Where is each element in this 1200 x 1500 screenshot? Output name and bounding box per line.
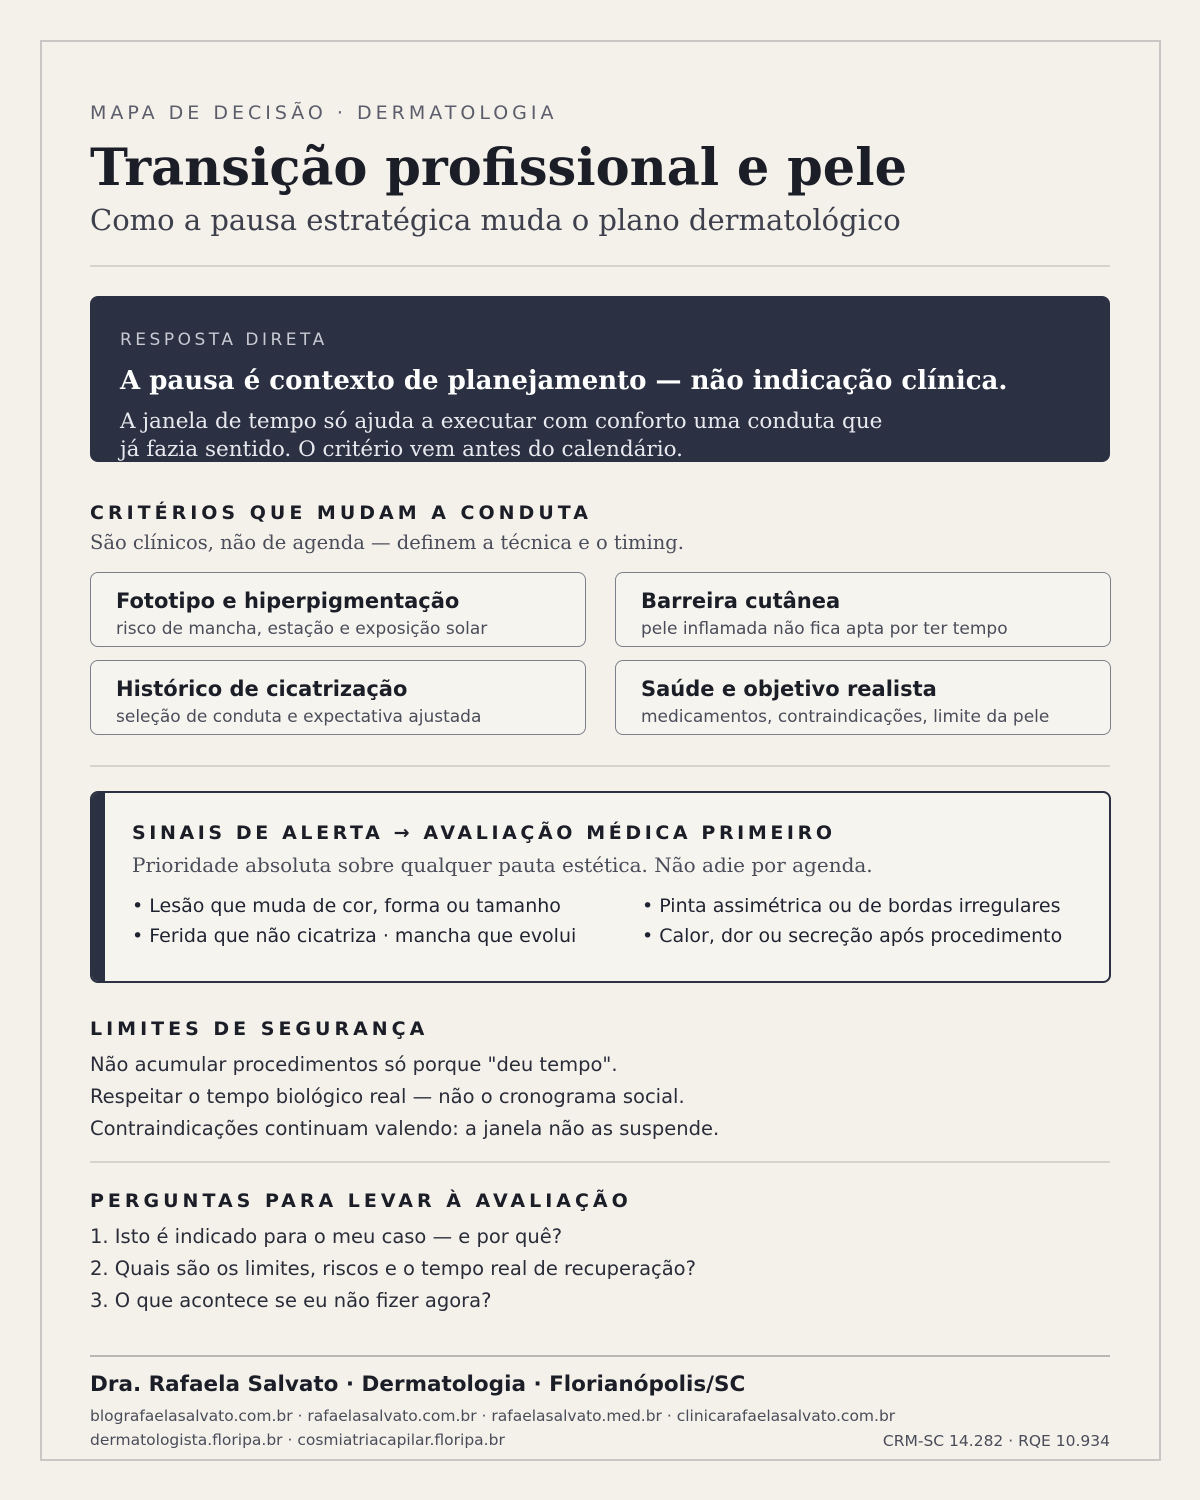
limits-line: Contraindicações continuam valendo: a janela não as suspende. bbox=[90, 1117, 720, 1140]
question-item: 2. Quais são os limites, riscos e o tempo real de recuperação? bbox=[90, 1257, 696, 1280]
website-links: dermatologista.floripa.br · cosmiatriacapilar.floripa.br bbox=[90, 1431, 505, 1449]
alert-subheading: Prioridade absoluta sobre qualquer pauta estética. Não adie por agenda. bbox=[132, 853, 873, 877]
criteria-card bbox=[615, 572, 1111, 647]
warning-signs-box bbox=[90, 791, 1111, 983]
criteria-card-title: Histórico de cicatrização bbox=[116, 677, 408, 701]
criteria-card-desc: risco de mancha, estação e exposição solar bbox=[116, 619, 488, 639]
criteria-card bbox=[615, 660, 1111, 735]
alert-item: • Ferida que não cicatriza · mancha que evolui bbox=[132, 925, 577, 947]
answer-headline: A pausa é contexto de planejamento — não indicação clínica. bbox=[120, 366, 1008, 396]
website-links: blografaelasalvato.com.br · rafaelasalvato.com.br · rafaelasalvato.med.br · clinicarafaelasalvato.com.br bbox=[90, 1407, 896, 1425]
answer-body-line: já fazia sentido. O critério vem antes do calendário. bbox=[120, 437, 683, 462]
alert-item: • Lesão que muda de cor, forma ou tamanho bbox=[132, 895, 561, 917]
author-name: Dra. Rafaela Salvato · Dermatologia · Florianópolis/SC bbox=[90, 1372, 746, 1397]
answer-label: RESPOSTA DIRETA bbox=[120, 330, 328, 350]
page-subtitle: Como a pausa estratégica muda o plano dermatológico bbox=[90, 203, 901, 237]
criteria-card bbox=[90, 660, 586, 735]
question-item: 1. Isto é indicado para o meu caso — e por quê? bbox=[90, 1225, 563, 1248]
criteria-card-title: Fototipo e hiperpigmentação bbox=[116, 589, 460, 613]
divider bbox=[90, 1161, 1110, 1163]
footer-divider bbox=[90, 1355, 1110, 1357]
direct-answer-box bbox=[90, 296, 1110, 462]
answer-body-line: A janela de tempo só ajuda a executar com conforto uma conduta que bbox=[120, 409, 883, 434]
limits-line: Respeitar o tempo biológico real — não o cronograma social. bbox=[90, 1085, 685, 1108]
questions-heading: PERGUNTAS PARA LEVAR À AVALIAÇÃO bbox=[90, 1190, 632, 1212]
criteria-heading: CRITÉRIOS QUE MUDAM A CONDUTA bbox=[90, 502, 592, 524]
criteria-card-desc: pele inflamada não fica apta por ter tempo bbox=[641, 619, 1008, 639]
alert-accent-bar bbox=[92, 793, 105, 981]
criteria-card-title: Saúde e objetivo realista bbox=[641, 677, 937, 701]
page-title: Transição profissional e pele bbox=[90, 138, 908, 198]
crm-registration: CRM-SC 14.282 · RQE 10.934 bbox=[882, 1432, 1110, 1450]
alert-item: • Calor, dor ou secreção após procedimento bbox=[642, 925, 1063, 947]
divider bbox=[90, 265, 1110, 267]
answer-body bbox=[120, 408, 920, 462]
limits-heading: LIMITES DE SEGURANÇA bbox=[90, 1018, 429, 1040]
criteria-card-desc: medicamentos, contraindicações, limite da pele bbox=[641, 707, 1050, 727]
criteria-subheading: São clínicos, não de agenda — definem a técnica e o timing. bbox=[90, 531, 684, 554]
limits-line: Não acumular procedimentos só porque "deu tempo". bbox=[90, 1053, 618, 1076]
divider bbox=[90, 765, 1110, 767]
alert-heading: SINAIS DE ALERTA → AVALIAÇÃO MÉDICA PRIMEIRO bbox=[132, 822, 836, 844]
question-item: 3. O que acontece se eu não fizer agora? bbox=[90, 1289, 492, 1312]
criteria-card bbox=[90, 572, 586, 647]
criteria-card-desc: seleção de conduta e expectativa ajustada bbox=[116, 707, 482, 727]
alert-item: • Pinta assimétrica ou de bordas irregulares bbox=[642, 895, 1061, 917]
eyebrow: MAPA DE DECISÃO · DERMATOLOGIA bbox=[90, 102, 558, 124]
criteria-card-title: Barreira cutânea bbox=[641, 589, 841, 613]
